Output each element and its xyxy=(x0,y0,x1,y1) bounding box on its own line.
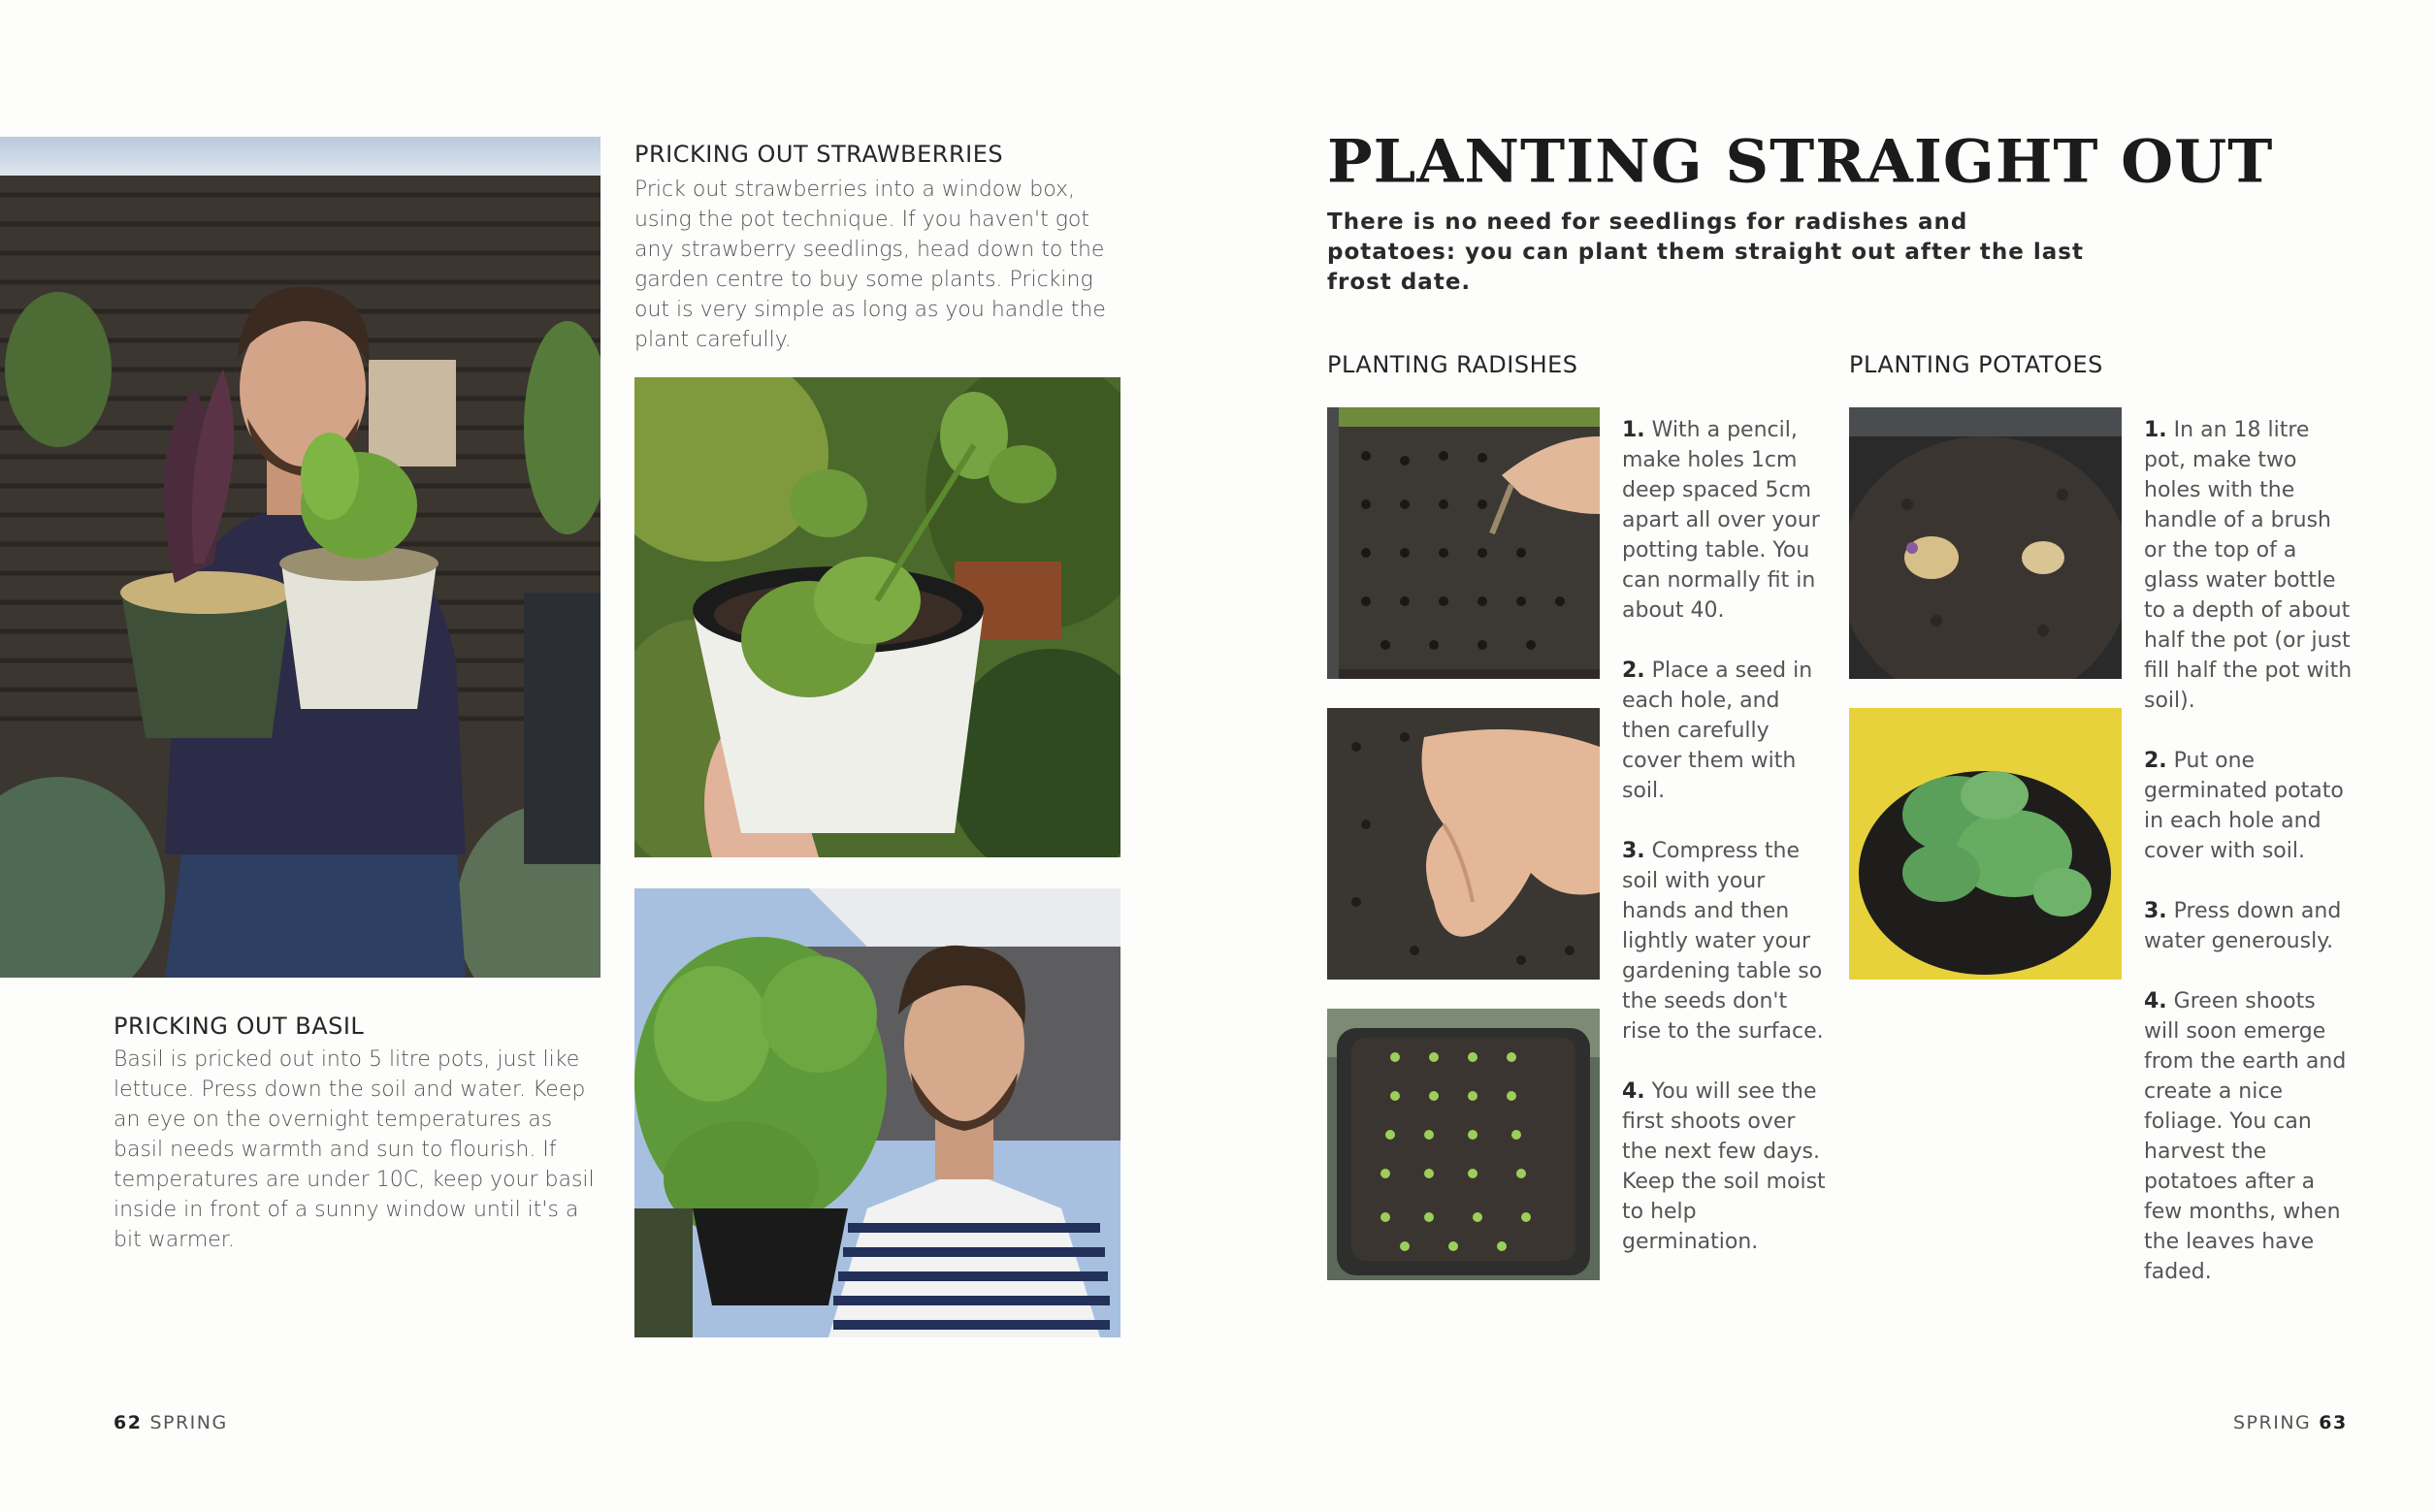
radishes-heading: PLANTING RADISHES xyxy=(1327,351,1578,378)
radish-step-4-number: 4. xyxy=(1622,1079,1645,1104)
radish-steps xyxy=(1622,415,1826,1257)
radish-step-4 xyxy=(1622,1077,1826,1257)
potatoes-in-pot-photo xyxy=(1849,407,2122,679)
potato-step-4-text: Green shoots will soon emerge from the earth and create a nice foliage. You can harvest the potatoes after a few months, when the leaves have faded. xyxy=(2144,989,2347,1284)
radish-step-3-text: Compress the soil with your hands and then lightly water your gardening table so the seeds don't rise to the surface. xyxy=(1622,839,1824,1044)
right-page-footer xyxy=(2233,1412,2348,1433)
pencil-making-holes-photo xyxy=(1327,407,1600,679)
strawberries-heading: PRICKING OUT STRAWBERRIES xyxy=(634,141,1004,168)
radish-step-1-text: With a pencil, make holes 1cm deep spaced 5cm apart all over your potting table. You can normally fit in about 40. xyxy=(1622,418,1820,623)
strawberries-text: Prick out strawberries into a window box, using the pot technique. If you haven't got any strawberry seedlings, head down to the garden centre to buy some plants. Pricking out is very simple as long as you handle the plant carefully. xyxy=(634,177,1106,352)
right-page-number: 63 xyxy=(2319,1412,2348,1433)
man-holding-strawberry-plant-photo xyxy=(634,888,1120,1337)
right-page-section: SPRING xyxy=(2233,1412,2312,1433)
placing-seed-photo xyxy=(1327,708,1600,980)
radish-shoots-tray-photo xyxy=(1327,1009,1600,1280)
page-intro: There is no need for seedlings for radishes and potatoes: you can plant them straight out after the last frost date. xyxy=(1327,209,2084,295)
man-holding-basil-pots-photo xyxy=(0,137,601,978)
radish-step-2 xyxy=(1622,656,1826,806)
basil-text: Basil is pricked out into 5 litre pots, just like lettuce. Press down the soil and water. Keep an eye on the overnight temperatures as basil needs warmth and sun to flourish. If temperatures are under 10C, keep your basil inside in front of a sunny window until it's a bit warmer. xyxy=(114,1047,595,1252)
radish-step-3-number: 3. xyxy=(1622,839,1645,863)
radish-step-4-text: You will see the first shoots over the next few days. Keep the soil moist to help germination. xyxy=(1622,1079,1826,1254)
potato-step-2-number: 2. xyxy=(2144,749,2167,773)
potato-step-3-number: 3. xyxy=(2144,899,2167,923)
radish-step-2-number: 2. xyxy=(1622,659,1645,683)
left-page-number: 62 xyxy=(114,1412,143,1433)
potato-foliage-in-yellow-bag-photo xyxy=(1849,708,2122,980)
left-page-section: SPRING xyxy=(149,1412,228,1433)
radish-step-2-text: Place a seed in each hole, and then carefully cover them with soil. xyxy=(1622,659,1813,803)
potato-step-3-text: Press down and water generously. xyxy=(2144,899,2342,953)
potato-steps xyxy=(2144,415,2357,1287)
potato-step-4-number: 4. xyxy=(2144,989,2167,1013)
potatoes-heading: PLANTING POTATOES xyxy=(1849,351,2103,378)
left-page-footer xyxy=(114,1412,228,1433)
radish-step-3 xyxy=(1622,836,1826,1046)
potato-step-1 xyxy=(2144,415,2357,716)
potato-step-3 xyxy=(2144,896,2357,956)
radish-step-1 xyxy=(1622,415,1826,626)
potato-step-4 xyxy=(2144,986,2357,1287)
page-title: PLANTING STRAIGHT OUT xyxy=(1327,126,2274,197)
strawberry-seedling-in-pot-photo xyxy=(634,377,1120,857)
basil-heading: PRICKING OUT BASIL xyxy=(114,1013,365,1040)
potato-step-1-number: 1. xyxy=(2144,418,2167,442)
potato-step-2 xyxy=(2144,746,2357,866)
potato-step-1-text: In an 18 litre pot, make two holes with the handle of a brush or the top of a glass water bottle to a depth of about half the pot (or just fill half the pot with soil). xyxy=(2144,418,2353,713)
radish-step-1-number: 1. xyxy=(1622,418,1645,442)
potato-step-2-text: Put one germinated potato in each hole and cover with soil. xyxy=(2144,749,2344,863)
